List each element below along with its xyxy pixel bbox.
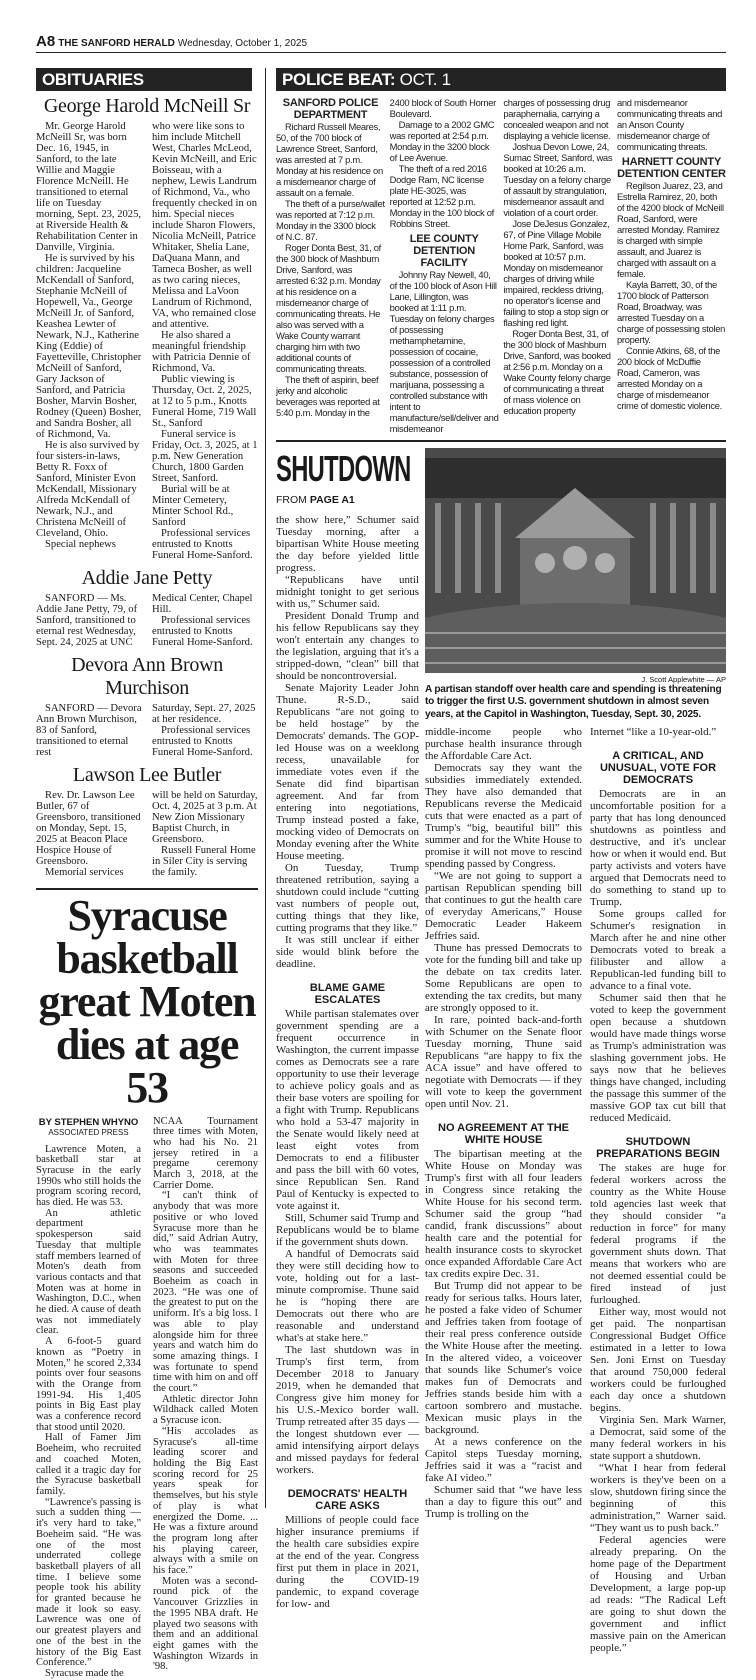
paragraph: Burial will be at Minter Cemetery, Minter School Rd., Sanford <box>152 484 234 528</box>
police-column <box>276 97 385 434</box>
paragraph: Connie Atkins, 68, of the 200 block of McDuffie Road, Cameron, was arrested Monday on a charge of misdemeanor crime of domestic violence. <box>616 345 722 411</box>
paragraph: Schumer said then that he voted to keep the government open because a shutdown would have made things worse as Trump's administration was slashing government jobs. He says now that he believes things have changed, including the passage this summer of the massive GOP tax cut bill that reduced Medicaid. <box>590 992 726 1125</box>
paragraph: An athletic department spokesperson said Tuesday that multiple staff members learned of Moten's death from various contacts and that Moten was at home in Washington, D.C., when he died. A cause of death was not immediately clear. <box>36 1207 141 1337</box>
obituary-body <box>36 593 258 648</box>
paragraph: The bipartisan meeting at the White House on Monday was Trump's first with all four leaders in Congress since retaking the White House for his second term. Schumer said the group “had candid, frank discussions” about health care and the potential for health insurance costs to skyrocket once expanded Affordable Care Act tax credits expire Dec. 31. <box>425 1148 582 1281</box>
moten-left <box>36 1117 141 1680</box>
subhead: SANFORD POLICE DEPARTMENT <box>282 97 379 121</box>
paragraph: Regilson Juarez, 23, and Estrella Ramirez, 20, both of the 4200 block of McNeill Road, Sanford, were arrested Monday. Ramirez is charged with simple assault, and Juarez is charged with assault on a female. <box>616 180 724 279</box>
paragraph: While partisan stalemates over government spending are a frequent occurrence in Washington, the current impasse comes as Democrats see a rare opportunity to use their leverage to achieve policy goals and as their base voters are spoiling for a fight with Trump. Republicans who hold a 53-47 majority in the Senate would likely need at least eight votes from Democrats to end a filibuster and pass the bill with 60 votes, since Republican Sen. Rand Paul of Kentucky is expected to vote against it. <box>276 1007 419 1212</box>
paragraph: “We are not going to support a partisan Republican spending bill that continues to gut the health care of everyday Americans,” House Democratic Leader Hakeem Jeffries said. <box>425 870 582 943</box>
paragraph: The last shutdown was in Trump's first term, from December 2018 to January 2019, when he demanded that Congress give him money for his U.S.-Mexico border wall. Trump retreated after 35 days — the longest shutdown ever — amid intensifying airport delays and missed paydays for federal workers. <box>276 1343 419 1476</box>
masthead <box>36 33 726 53</box>
obituary-column <box>152 121 258 561</box>
newspaper-name: THE SANFORD HERALD <box>58 38 175 49</box>
moten-headline: Syracuse basketball great Moten dies at age 53 <box>38 890 256 1112</box>
paragraph: Senate Majority Leader John Thune. R-S.D., said Republicans “are not going to be held hostage” by the Democrats' demands. The GOP-led House was on a weeklong recess, unavailable for immediate votes even if the Senate did find bipartisan agreement. And far from entering into negotiations, Trump instead posted a fake, mocking video of Democrats on Monday evening after the White House meeting. <box>276 681 419 862</box>
paragraph: “What I hear from federal workers is they've been on a slow, shutdown firing since the beginning of this administration,” Warner said. “They want us to push back.” <box>590 1462 726 1535</box>
paragraph: Syracuse made the <box>45 1667 124 1679</box>
jump-line <box>276 494 419 506</box>
section-date: OCT. 1 <box>399 70 451 89</box>
paragraph: In rare, pointed back-and-forth with Schumer on the Senate floor Tuesday morning, Thune said Republicans “are happy to fix the ACA issue” and have offered to negotiate with Democrats — if they will vote to keep the government open until Nov. 21. <box>425 1014 582 1111</box>
paragraph: The stakes are huge for federal workers across the country as the White House told agencies last week that they should consider “a reduction in force” for many federal programs if the government shuts down. That means that workers who are not deemed essential could be fired instead of just furloughed. <box>590 1162 726 1307</box>
police-column <box>503 97 612 434</box>
obituary-column <box>36 790 142 878</box>
obituary-name: Lawson Lee Butler <box>72 764 222 786</box>
obituaries-section-bar <box>36 68 252 91</box>
byline-author: BY STEPHEN WHYNO <box>38 1116 139 1128</box>
section-label: POLICE BEAT: <box>282 70 396 89</box>
paragraph: Kayla Barrett, 30, of the 1700 block of Patterson Road, Broadway, was arrested Tuesday on a charge of possessing stolen property. <box>616 279 726 345</box>
moten-column <box>36 1145 141 1680</box>
obituary-name: Devora Ann Brown Murchison <box>71 654 223 699</box>
paragraph: The theft of a purse/wallet was reported at 7:12 p.m. Monday in the 3300 block of N.C. 87. <box>276 198 385 242</box>
subhead: SHUTDOWN PREPARATIONS BEGIN <box>596 1136 720 1161</box>
police-column <box>390 97 499 434</box>
paragraph: middle-income people who purchase health insurance through the Affordable Care Act. <box>425 726 582 763</box>
paragraph: Damage to a 2002 GMC was reported at 2:54 p.m. Monday in the 3200 block of Lee Avenue. <box>389 119 495 163</box>
paragraph: It was still unclear if either side would blink before the deadline. <box>276 933 419 970</box>
paragraph: Roger Donta Best, 31, of the 300 block of Mashburn Drive, Sanford, was booked at 2:56 p.m. Monday on a Wake County felony charge of communicating a threat of mass violence on education property <box>503 328 611 416</box>
paragraph: Rev. Dr. Lawson Lee Butler, 67 of Greensboro, transitioned on Monday, Sept. 15, 2025 at Beacon Place Hospice House of Greensboro. <box>36 790 141 867</box>
capitol-photo <box>425 448 726 673</box>
paragraph: Virginia Sen. Mark Warner, a Democrat, said some of the many federal workers in his state support a shutdown. <box>590 1414 726 1463</box>
paragraph: charges of possessing drug paraphernalia, carrying a concealed weapon and not displaying a vehicle license. <box>503 97 611 141</box>
jump-page: PAGE A1 <box>309 493 355 506</box>
obituary-column <box>152 703 258 758</box>
paragraph: Athletic director John Wildhack called Moten a Syracuse icon. <box>153 1393 258 1427</box>
section-rule <box>36 888 258 890</box>
paragraph: “I can't think of anybody that was more positive or who loved Syracuse more than he did,” said Adrian Autry, who was teammates with Moten for three seasons and succeeded Boeheim as coach in 2023. “He was one of the greatest to put on the uniform. It's a big loss. I was able to play alongside him for three years and watch him do some amazing things. I was fortunate to spend time with him on and off the court.” <box>153 1190 258 1395</box>
paragraph: Professional services entrusted to Knotts Funeral Home-Sanford. <box>152 725 253 758</box>
paragraph: A 6-foot-5 guard known as “Poetry in Moten,” he scored 2,334 points over four seasons with the Orange from 1991-94. His 1,405 points in Big East play was a conference record that stood until 2020. <box>36 1336 141 1433</box>
right-column <box>276 97 726 1654</box>
page-number: A8 <box>36 33 56 50</box>
paragraph: Jose DeJesus Gonzalez, 67, of Pine Village Mobile Home Park, Sanford, was booked at 10:57 p.m. Monday on misdemeanor charges of driving while impaired, reckless driving, no operator's license and failing to stop a stop sign or flashing red light. <box>503 218 610 328</box>
subhead: A CRITICAL, AND UNUSUAL, VOTE FOR DEMOCRATS <box>599 750 717 787</box>
paragraph: Millions of people could face higher insurance premiums if the health care subsidies expire at the end of the year. Congress first put them in place in 2021, during the COVID-19 pandemic, to expand coverage for low- and <box>276 1513 419 1610</box>
paragraph: But Trump did not appear to be ready for serious talks. Hours later, he posted a fake video of Schumer and Jeffries taken from footage of their real press conference outside the White House after the meeting. In the altered video, a voiceover that sounds like Schumer's voice makes fun of Democrats and Jeffries stands beside him with a cartoon sombrero and mustache. Mexican music plays in the background. <box>425 1280 582 1437</box>
paragraph: Thune has pressed Democrats to vote for the funding bill and take up the debate on tax credits later. Some Republicans are open to extending the tax credits, but many are strongly opposed to it. <box>425 942 582 1015</box>
paragraph: Schumer said that “we have less than a day to figure this out” and Trump is trolling on the <box>425 1484 582 1521</box>
paragraph: Medical Center, Chapel Hill. <box>152 593 253 615</box>
police-beat-section-bar <box>276 68 726 91</box>
byline <box>36 1117 141 1137</box>
obituary-name: George Harold McNeill Sr <box>43 95 251 117</box>
shutdown-column <box>425 726 582 1654</box>
paragraph: President Donald Trump and his fellow Republicans say they won't entertain any changes to the legislation, arguing that it's a stripped-down, “clean” bill that should be noncontroversial. <box>276 609 419 682</box>
paragraph: He also shared a meaningful friendship with Patricia Dennie of Richmond, Va. <box>152 330 251 374</box>
subhead: LEE COUNTY DETENTION FACILITY <box>409 233 479 269</box>
paragraph: Democrats are in an uncomfortable position for a party that has long denounced shutdowns as pointless and destructive, and it's unclear how or when it would end. But party activists and voters have argued that Democrats need to do something to stand up to Trump. <box>590 788 726 909</box>
paragraph: At a news conference on the Capitol steps Tuesday morning, Jeffries said it was a “racist and fake AI video.” <box>425 1436 582 1485</box>
paragraph: The theft of aspirin, beef jerky and alcoholic beverages was reported at 5:40 p.m. Monday in the <box>276 374 380 418</box>
paragraph: The theft of a red 2016 Dodge Ram, NC license plate HE-3025, was reported at 12:52 p.m. Monday in the 100 block of Robbins Street. <box>389 163 494 229</box>
paragraph: Johnny Ray Newell, 40, of the 100 block of Ason Hill Lane, Lillington, was booked at 1:11 p.m. Tuesday on felony charges of possessing methamphetamine, possession of cocaine, possession of a controlled substance, possession of marijuana, possessing a controlled substance with intent to manufacture/sell/deliver and misdemeanor <box>389 269 499 434</box>
shutdown-column <box>276 514 419 1610</box>
subhead: HARNETT COUNTY DETENTION CENTER <box>617 156 726 180</box>
paragraph: Roger Donta Best, 31, of the 300 block of Mashburn Drive, Sanford, was arrested 6:32 p.m. Monday at his residence on a misdemeanor charge of communicating threats. He also was served with a Wake County warrant charging him with two additional counts of communicating threats. <box>276 242 381 374</box>
shutdown-story <box>276 448 726 1655</box>
jump-from: FROM <box>276 493 307 506</box>
obituary-column <box>152 790 258 878</box>
paragraph: He is survived by his children: Jacqueline McKendall of Sanford, Stephanie McNeill of Hopewell, Va., George McNeill Jr. of Sanford, Keashea Lewter of Newark, N.J., Katherine King (Eddie) of Fayetteville, Christopher McNeill of Sanford, Gary Jackson of Sanford, and Patricia Bosher, Marvin Bosher, Rodney (Queen) Bosher, and Sandra Bosher, all of Richmond, Va. <box>36 253 142 440</box>
paragraph: Internet “like a 10-year-old.” <box>590 726 717 739</box>
subhead: BLAME GAME ESCALATES <box>309 981 386 1006</box>
obituary-column <box>152 593 258 648</box>
obituary-body <box>36 121 258 561</box>
paragraph: Lawrence Moten, a basketball star at Syracuse in the early 1990s who still holds the program scoring record, has died. He was 53. <box>36 1143 142 1209</box>
obituary-column <box>36 121 142 561</box>
paragraph: Mr. George Harold McNeill Sr, was born Dec. 16, 1945, in Sanford, to the late Willie and Maggie Florence McNeill. He transitioned to eternal life on Tuesday morning, Sept. 23, 2025, at Riverside Health & Rehabilitation Center in Danville, Virginia. <box>36 121 142 253</box>
paragraph: Federal agencies were already preparing. On the home page of the Department of Housing and Urban Development, a large pop-up ad reads: “The Radical Left are going to shut down the government and inflict massive pain on the American people.” <box>590 1534 726 1655</box>
issue-date: Wednesday, October 1, 2025 <box>177 38 308 49</box>
obituary-name: Addie Jane Petty <box>81 567 213 589</box>
paragraph: “Lawrence's passing is such a sudden thing — it's very hard to take,” Boeheim said. “He was one of the most underrated college basketball players of all time. I believe some people took his ability for granted because he made it look so easy. Lawrence was one of our greatest players and one of the best in the history of the Big East Conference.” <box>36 1496 141 1669</box>
capitol-photo-image <box>425 448 726 673</box>
paragraph: Saturday, Sept. 27, 2025 at her residence. <box>152 703 256 725</box>
paragraph: Funeral service is Friday, Oct. 3, 2025, at 1 p.m. New Generation Church, 1800 Garden Street, Sanford. <box>152 429 258 484</box>
left-column <box>36 95 258 1680</box>
paragraph: the show here,” Schumer said Tuesday morning, after a bipartisan White House meeting the day before yielded little progress. <box>276 513 419 574</box>
paragraph: “Republicans have until midnight tonight to get serious with us,” Schumer said. <box>276 573 419 610</box>
paragraph: Richard Russell Meares, 50, of the 700 block of Lawrence Street, Sanford, was arrested at 7 p.m. Monday at his residence on a misdemeanor charge of assault on a female. <box>276 121 383 198</box>
section-label: OBITUARIES <box>42 70 144 89</box>
police-column <box>617 97 726 434</box>
obituary-column <box>36 703 142 758</box>
shutdown-columns <box>425 726 726 1654</box>
obituary-body <box>36 703 258 758</box>
paragraph: Special nephews <box>45 539 116 550</box>
shutdown-right <box>425 448 726 1655</box>
paragraph: SANFORD — Devora Ann Brown Murchison, 83 of Sanford, transitioned to eternal rest <box>36 703 142 758</box>
paragraph: Memorial services <box>45 867 124 878</box>
paragraph: A handful of Democrats said they were still deciding how to vote, holding out for a last-minute compromise. Thune said he is “hoping there are Democrats out there who are reasonable and understand what's at stake here.” <box>276 1247 419 1344</box>
paragraph: NCAA Tournament three times with Moten, who had his No. 21 jersey retired in a pregame ceremony March 3, 2018, at the Carrier Dome. <box>153 1115 258 1191</box>
paragraph: Still, Schumer said Trump and Republicans would be to blame if the government shuts down. <box>276 1211 419 1248</box>
shutdown-left <box>276 448 419 1655</box>
obituary-column <box>36 593 142 648</box>
paragraph: will be held on Saturday, Oct. 4, 2025 at 3 p.m. At New Zion Missionary Baptist Church, in Greensboro. <box>152 790 258 845</box>
photo-caption: A partisan standoff over health care and spending is threatening to trigger the first U.S. government shutdown in almost seven years, at the Capitol in Washington, Tuesday, Sept. 30, 2025. <box>425 683 722 720</box>
paragraph: Professional services entrusted to Knotts Funeral Home-Sanford. <box>152 528 253 561</box>
paragraph: Some groups called for Schumer's resignation in March after he and nine other Democrats voted to break a filibuster and allow a Republican-led funding bill to advance to a final vote. <box>590 908 726 993</box>
subhead: NO AGREEMENT AT THE WHITE HOUSE <box>438 1122 569 1147</box>
column-divider <box>265 68 266 1508</box>
paragraph: Hall of Famer Jim Boeheim, who recruited and coached Moten, called it a tragic day for the Syracuse basketball family. <box>36 1432 141 1497</box>
obituary-body <box>36 790 258 878</box>
moten-body <box>36 1117 258 1680</box>
byline-agency: ASSOCIATED PRESS <box>48 1127 129 1137</box>
paragraph: and misdemeanor communicating threats and an Anson County misdemeanor charge of communicating threats. <box>616 97 723 152</box>
section-rule <box>276 440 726 442</box>
subhead: DEMOCRATS' HEALTH CARE ASKS <box>287 1487 408 1512</box>
shutdown-column <box>590 726 726 1654</box>
paragraph: who were like sons to him include Mitchell West, Charles McLeod, Kevin McNeill, and Eric Boisseau, with a nephew, Lewis Landrum of Richmond, Va., who frequently checked in on him. Special nieces include Sharon Flowers, Nicolia McNeill, Patrice Whitaker, Shelia Lane, DaQuana Mann, and Tameca Bosher, as well as two caring nieces, Melissa and LaVoon Landrum of Richmond, VA, who remained close and attentive. <box>152 121 258 330</box>
paragraph: On Tuesday, Trump threatened retribution, saying a shutdown could include “cutting vast numbers of people out, cutting things that they like, cutting programs that they like.” <box>276 861 419 934</box>
paragraph: Democrats say they want the subsidies immediately extended. They have also demanded that Republicans reverse the Medicaid cuts that were enacted as a part of Trump's “big, beautiful bill” this summer and for the White House to promise it will not move to rescind spending passed by Congress. <box>425 762 582 871</box>
paragraph: Public viewing is Thursday, Oct. 2, 2025, at 12 to 5 p.m., Knotts Funeral Home, 719 Wall St., Sanford <box>152 374 257 429</box>
paragraph: Professional services entrusted to Knotts Funeral Home-Sanford. <box>152 615 253 648</box>
paragraph: Joshua Devon Lowe, 24, Sumac Street, Sanford, was booked at 10:26 a.m. Tuesday on a felony charge of assault by strangulation, misdemeanor assault and violation of a court order. <box>503 141 613 218</box>
paragraph: SANFORD — Ms. Addie Jane Petty, 79, of Sanford, transitioned to eternal rest Wednesday, Sept. 24, 2025 at UNC <box>36 593 138 648</box>
paragraph: Either way, most would not get paid. The nonpartisan Congressional Budget Office estimated in a letter to Iowa Sen. Joni Ernst on Tuesday that around 750,000 federal workers could be furloughed each day once a shutdown begins. <box>590 1306 726 1415</box>
paragraph: Russell Funeral Home in Siler City is serving the family. <box>152 845 256 878</box>
paragraph: “His accolades as Syracuse's all-time leading scorer and holding the Big East scoring record for 25 years speak for themselves, but his style of play is what energized the Dome. ... He was a fixture around the program long after his playing career, always with a smile on his face.” <box>153 1425 258 1577</box>
paragraph: 2400 block of South Horner Boulevard. <box>389 97 496 119</box>
moten-column <box>153 1117 258 1680</box>
police-body <box>276 97 726 434</box>
paragraph: He is also survived by four sisters-in-laws, Betty R. Foxx of Sanford, Minister Evon McKendall, Missionary Alfreda McKendall of Newark, N.J., and Christena McNeill of Cleveland, Ohio. <box>36 440 140 539</box>
photo-credit: J. Scott Applewhite — AP <box>641 674 726 684</box>
paragraph: Moten was a second-round pick of the Vancouver Grizzlies in the 1995 NBA draft. He played two seasons with them and an additional eight games with the Washington Wizards in '98. <box>153 1575 258 1673</box>
shutdown-headline: SHUTDOWN <box>276 447 411 489</box>
